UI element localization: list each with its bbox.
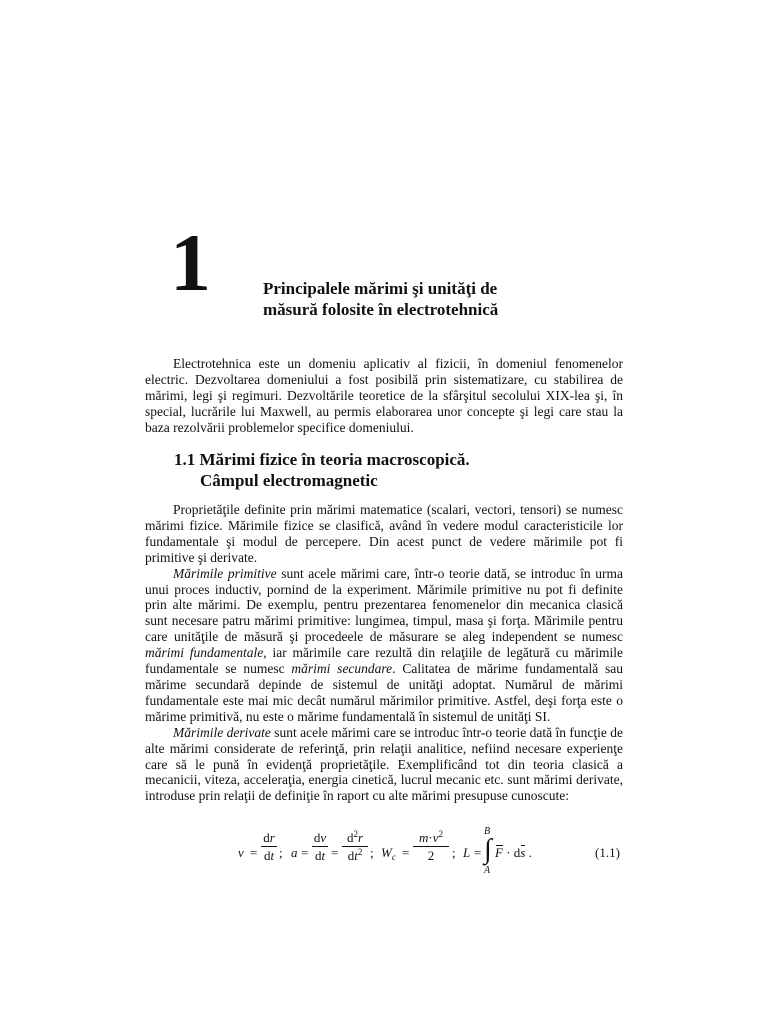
- chapter-title-line1: Principalele mărimi şi unităţi de: [263, 279, 498, 298]
- integral-sign: ∫: [484, 834, 492, 865]
- fraction-d2r-dt2: $d^2r$ $dt^2$: [342, 830, 368, 863]
- chapter-title: [263, 278, 583, 320]
- body-text: [145, 502, 623, 804]
- var-a: a: [291, 845, 298, 860]
- fraction-dv-dt: dv dt: [313, 830, 327, 863]
- section-heading-line1: 1.1 Mărimi fizice în teoria macroscopică.: [174, 450, 470, 469]
- chapter-number: 1: [170, 217, 211, 308]
- term-primitive: Mărimile primitive: [173, 565, 277, 581]
- paragraph-primitive-quantities: Mărimile primitive sunt acele mărimi care, într-o teorie dată, se introduc în urma unui proces inductiv, pornind de la experiment. Mărimile primitive nu pot fi definite prin alte mărimi. De exemplu, pentru prezentarea fenomenelor din mecanica clasică sunt necesare patru mărimi primitive: lungimea, timpul, masa şi forţa. Mărimile pentru care unităţile de măsură şi procedeele de măsurare se aleg independent se numesc mărimi fundamentale, iar mărimile care rezultă din relaţiile de legătură cu mărimile fundamentale se numesc mărimi secundare. Calitatea de mărime fundamentală sau mărime secundară depinde de sistemul de unităţi adoptat. Numărul de mărimi fundamentale este mai mic decât numărul mărimilor primitive. Astfel, deşi forţa este o mărime primitivă, nu este o mărime fundamentală în sistemul de unităţi SI.: [145, 565, 624, 724]
- intro-paragraph: [145, 356, 623, 436]
- term-derived: Mărimile derivate: [173, 724, 271, 740]
- section-heading-line2: Câmpul electromagnetic: [200, 471, 378, 490]
- var-l: L: [463, 845, 471, 860]
- var-wc: $W_c$: [381, 845, 396, 862]
- term-fundamental: mărimi fundamentale: [145, 645, 264, 661]
- equation-1-1: v = dr dt ; a = dv dt = $d^2r$ $dt^2$ ; $W_c$ = $m\cdot v^2$ 2 ; L = B ∫ A F · ds . (1.1): [238, 826, 620, 876]
- paragraph-derived-quantities: Mărimile derivate sunt acele mărimi care se introduc într-o teorie dată în funcţie de alte mărimi considerate de referinţă, prin relaţii analitice, nefiind necesare experienţe care să le pună în evidenţă proprietăţile. Exemplificând tot din teoria clasică a mecanicii, viteza, acceleraţia, energia cinetică, lucrul mecanic etc. sunt mărimi derivate, introduse prin relaţii de definiţie în raport cu alte mărimi presupuse cunoscute:: [145, 724, 623, 804]
- intro-text: Electrotehnica este un domeniu aplicativ al fizicii, în domeniul fenomenelor electric. Dezvoltarea domeniului a fost posibilă prin sistematizare, cu stabilirea de mărimi, legi şi regimuri. Dezvoltările teoretice de la sfârşitul secolului XIX-lea şi, în special, lucrările lui Maxwell, au permis elaborarea unor concepte şi legi care stau la baza rezolvării problemelor specifice domeniului.: [145, 356, 623, 435]
- chapter-title-line2: măsură folosite în electrotehnică: [263, 300, 499, 319]
- paragraph-physical-quantities: Proprietăţile definite prin mărimi matematice (scalari, vectori, tensori) se numesc mărimi fizice. Mărimile fizice se clasifică, având în vedere modul caracteristicile lor fundamentale şi modul de percepere. Din acest punct de vedere mărimile pot fi primitive şi derivate.: [145, 502, 623, 565]
- fraction-dr-dt: dr dt: [261, 830, 277, 863]
- term-secondary: mărimi secundare: [291, 661, 393, 677]
- integrand: F · ds .: [495, 845, 532, 860]
- integral-lower-limit: A: [484, 865, 491, 876]
- equation-number: (1.1): [595, 845, 620, 860]
- integral-upper-limit: B: [484, 826, 491, 837]
- var-v: v: [238, 845, 244, 860]
- section-heading: [174, 449, 470, 491]
- fraction-kinetic-energy: $m\cdot v^2$ 2: [413, 830, 449, 863]
